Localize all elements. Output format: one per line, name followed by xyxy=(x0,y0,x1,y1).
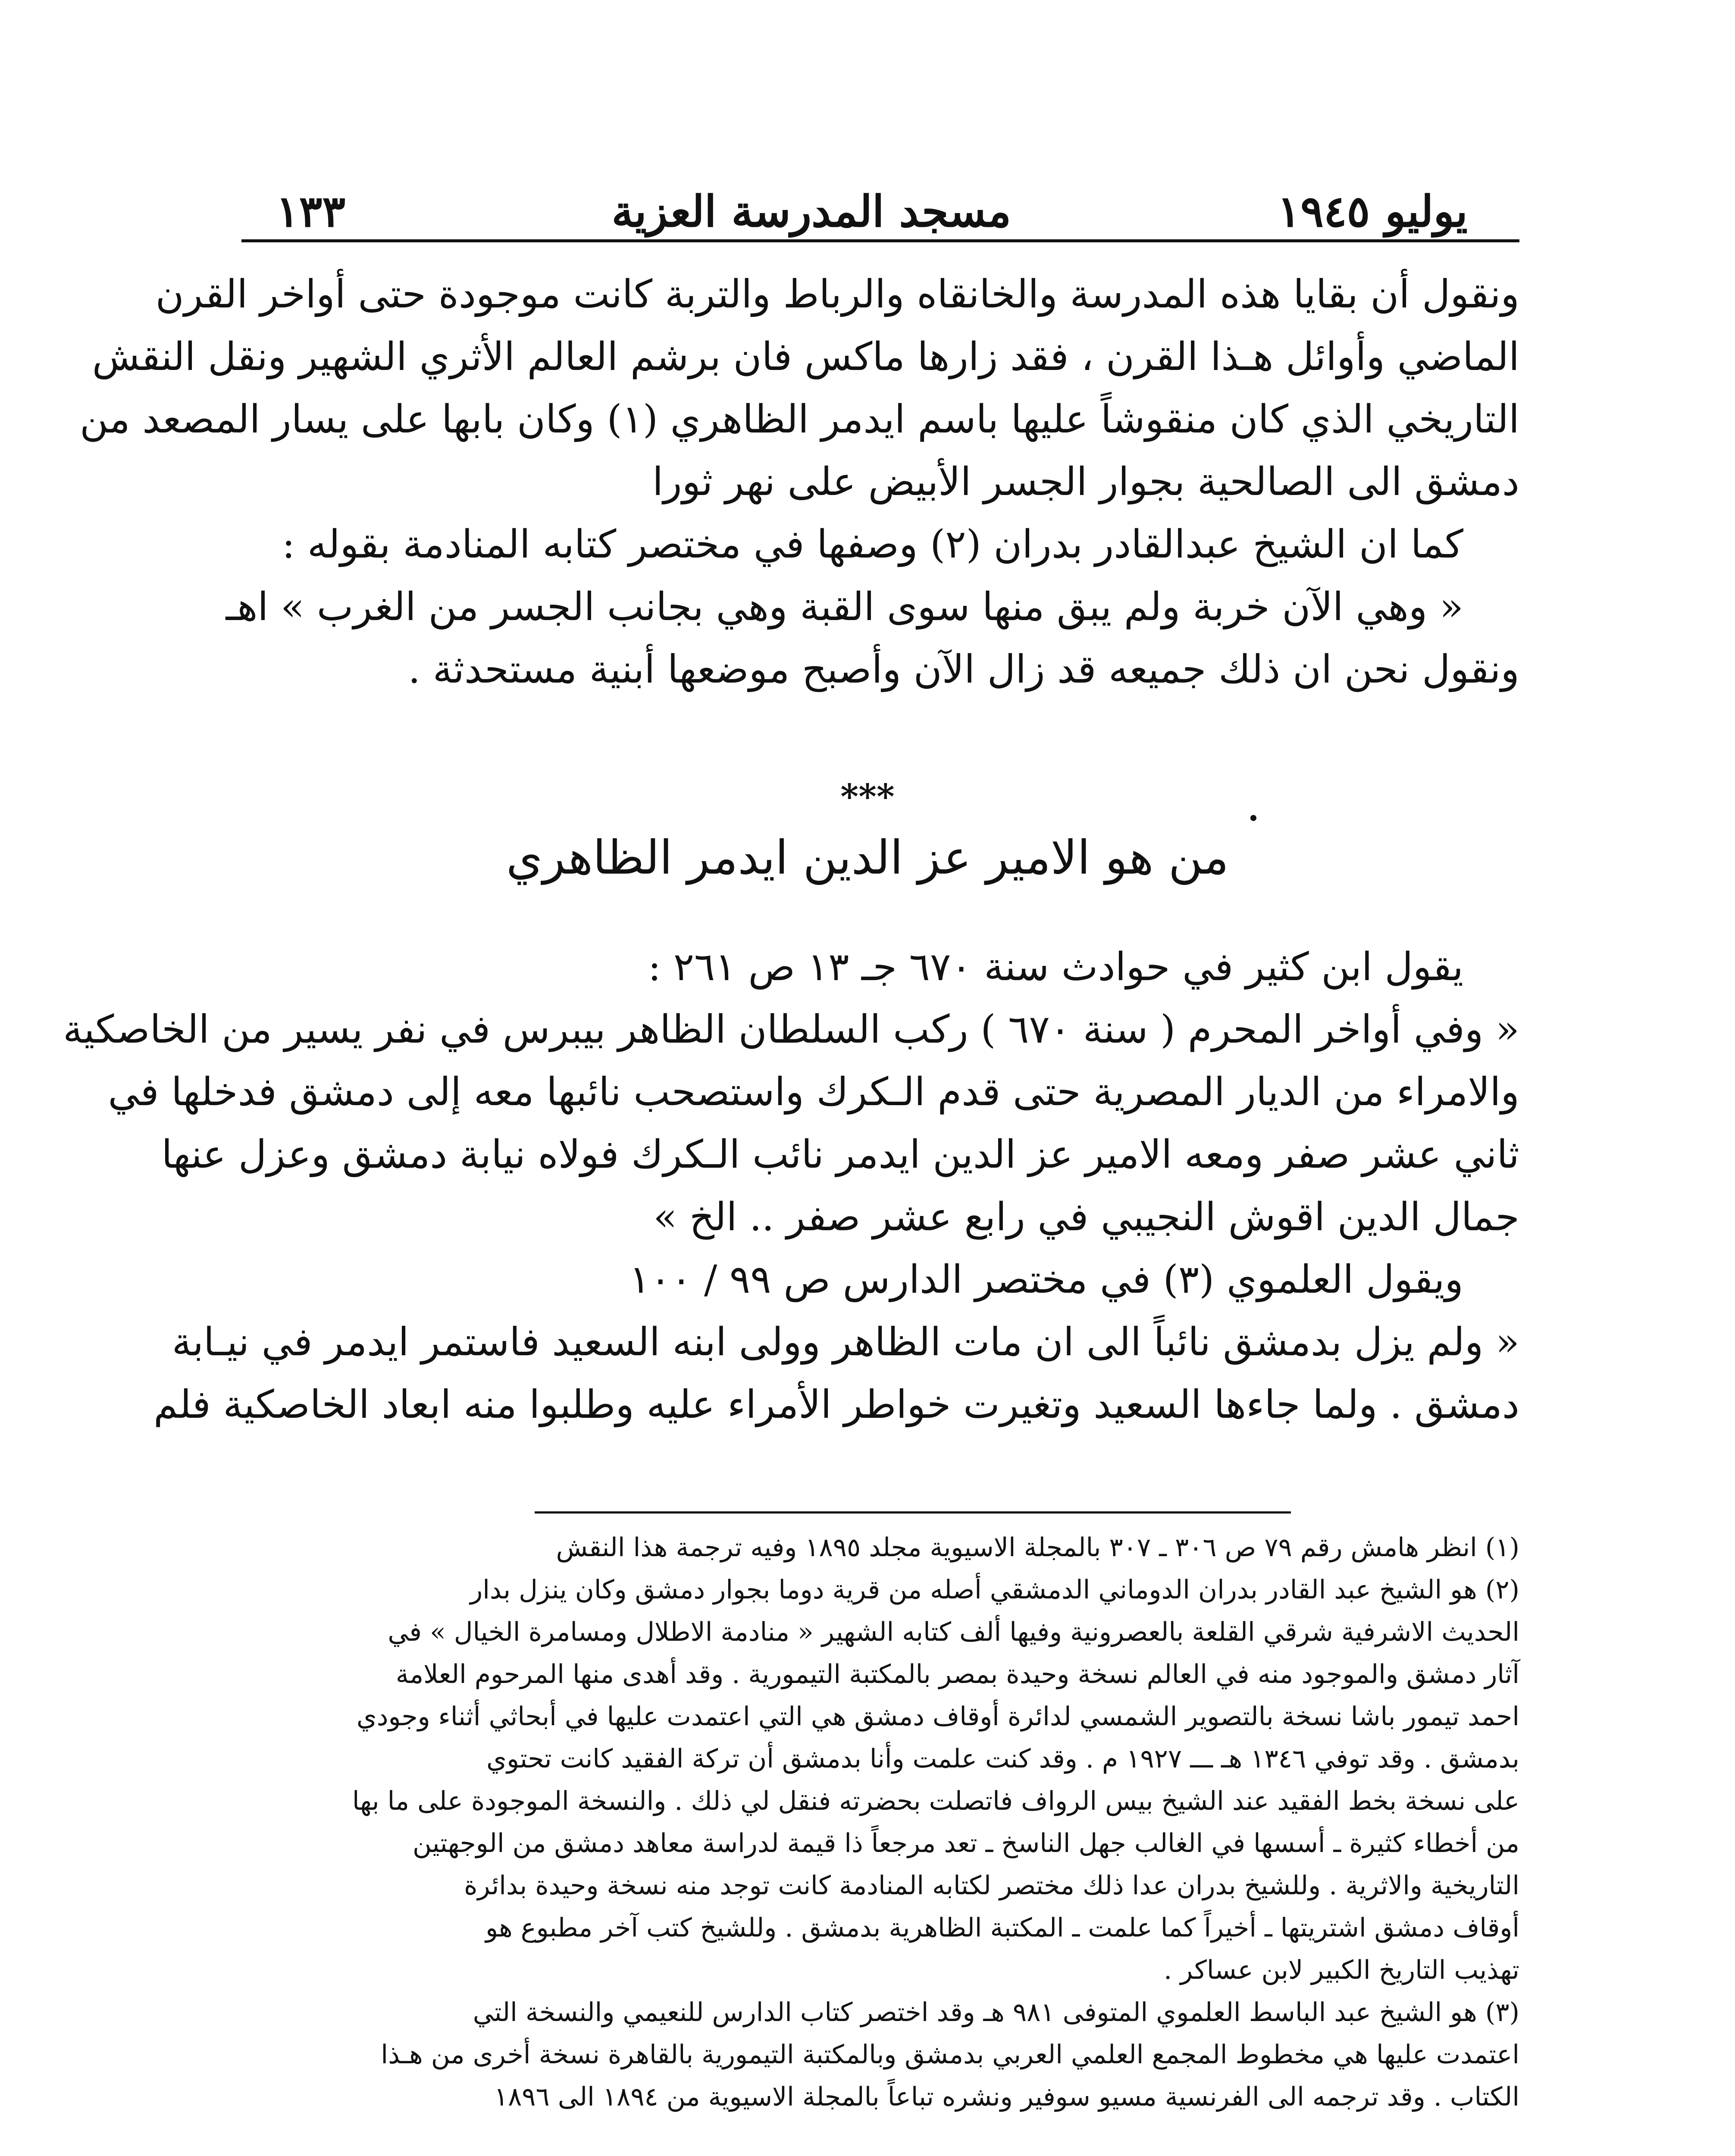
footnote-line: (١) انظر هامش رقم ٧٩ ص ٣٠٦ ـ ٣٠٧ بالمجلة الاسيوية مجلد ١٨٩٥ وفيه ترجمة هذا النقش xyxy=(556,1532,1519,1563)
text-line: ويقول العلموي (٣) في مختصر الدارس ص ٩٩ / ١٠٠ xyxy=(629,1257,1463,1302)
footnote-line: (٣) هو الشيخ عبد الباسط العلموي المتوفى ٩٨١ هـ وقد اختصر كتاب الدارس للنعيمي والنسخة التي xyxy=(473,1997,1519,2028)
section-separator: *** xyxy=(840,776,895,817)
quote-line: والامراء من الديار المصرية حتى قدم الـكرك واستصحب نائبها معه إلى دمشق فدخلها في xyxy=(108,1069,1519,1115)
scan-speck xyxy=(1250,815,1256,821)
section-2-text xyxy=(63,936,1519,1436)
header-date: يوليو ١٩٤٥ xyxy=(1277,186,1468,237)
text-line: ونقول أن بقايا هذه المدرسة والخانقاه والرباط والتربة كانت موجودة حتى أواخر القرن xyxy=(155,272,1519,317)
footnote-line: التاريخية والاثرية . وللشيخ بدران عدا ذلك مختصر لكتابه المنادمة كانت توجد منه نسخة وحيدة بدائرة xyxy=(464,1871,1519,1901)
quote-line: « وهي الآن خربة ولم يبق منها سوى القبة وهي بجانب الجسر من الغرب » اهـ xyxy=(225,584,1463,630)
footnotes xyxy=(250,1526,1519,2118)
footnote-line: الكتاب . وقد ترجمه الى الفرنسية مسيو سوفير ونشره تباعاً بالمجلة الاسيوية من ١٨٩٤ الى ١٨٩٦ xyxy=(494,2082,1519,2112)
header-title: مسجد المدرسة العزية xyxy=(611,186,1012,237)
page-header xyxy=(276,147,1468,237)
footnote-line: الحديث الاشرفية شرقي القلعة بالعصرونية وفيها ألف كتابه الشهير « منادمة الاطلال ومسامرة الخيال » في xyxy=(388,1617,1519,1647)
footnote-line: على نسخة بخط الفقيد عند الشيخ بيس الرواف فاتصلت بحضرته فنقل لي ذلك . والنسخة الموجودة على ما بها xyxy=(352,1786,1519,1816)
text-line: ونقول نحن ان ذلك جميعه قد زال الآن وأصبح موضعها أبنية مستحدثة . xyxy=(408,647,1519,692)
page-number: ١٣٣ xyxy=(276,186,346,237)
footnote-line: من أخطاء كثيرة ـ أسسها في الغالب جهل الناسخ ـ تعد مرجعاً ذا قيمة لدراسة معاهد دمشق من الوجهتين xyxy=(413,1828,1519,1858)
quote-line: ثاني عشر صفر ومعه الامير عز الدين ايدمر نائب الـكرك فولاه نيابة دمشق وعزل عنها xyxy=(161,1132,1519,1177)
text-line: التاريخي الذي كان منقوشاً عليها باسم ايدمر الظاهري (١) وكان بابها على يسار المصعد من xyxy=(79,397,1519,442)
footnote-rule xyxy=(535,1511,1291,1514)
quote-line: دمشق . ولما جاءها السعيد وتغيرت خواطر الأمراء عليه وطلبوا منه ابعاد الخاصكية فلم xyxy=(153,1382,1519,1427)
footnote-line: أوقاف دمشق اشتريتها ـ أخيراً كما علمت ـ المكتبة الظاهرية بدمشق . وللشيخ كتب آخر مطبوع هو xyxy=(485,1913,1519,1943)
footnote-line: تهذيب التاريخ الكبير لابن عساكر . xyxy=(1164,1955,1519,1985)
footnote-line: بدمشق . وقد توفي ١٣٤٦ هـ ـــ ١٩٢٧ م . وقد كنت علمت وأنا بدمشق أن تركة الفقيد كانت تحتوي xyxy=(486,1744,1519,1774)
text-line: كما ان الشيخ عبدالقادر بدران (٢) وصفها في مختصر كتابه المنادمة بقوله : xyxy=(282,522,1463,567)
section-heading: من هو الامير عز الدين ايدمر الظاهري xyxy=(506,831,1229,885)
quote-line: « وفي أواخر المحرم ( سنة ٦٧٠ ) ركب السلطان الظاهر بيبرس في نفر يسير من الخاصكية xyxy=(63,1007,1519,1052)
text-line: الماضي وأوائل هـذا القرن ، فقد زارها ماكس فان برشم العالم الأثري الشهير ونقل النقش xyxy=(92,334,1519,379)
footnote-line: (٢) هو الشيخ عبد القادر بدران الدوماني الدمشقي أصله من قرية دوما بجوار دمشق وكان ينزل بدار xyxy=(470,1575,1519,1605)
quote-line: « ولم يزل بدمشق نائباً الى ان مات الظاهر وولى ابنه السعيد فاستمر ايدمر في نيـابة xyxy=(172,1319,1519,1365)
header-rule xyxy=(241,239,1519,242)
text-line: دمشق الى الصالحية بجوار الجسر الأبيض على نهر ثورا xyxy=(652,459,1519,505)
footnote-line: اعتمدت عليها هي مخطوط المجمع العلمي العربي بدمشق وبالمكتبة التيمورية بالقاهرة نسخة أخرى من هـذا xyxy=(381,2040,1519,2070)
footnote-line: آثار دمشق والموجود منه في العالم نسخة وحيدة بمصر بالمكتبة التيمورية . وقد أهدى منها المرحوم العلامة xyxy=(395,1659,1519,1689)
text-line: يقول ابن كثير في حوادث سنة ٦٧٠ جـ ١٣ ص ٢٦١ : xyxy=(648,944,1463,990)
section-1-text xyxy=(79,263,1519,701)
footnote-line: احمد تيمور باشا نسخة بالتصوير الشمسي لدائرة أوقاف دمشق هي التي اعتمدت عليها في أبحاثي أثناء وجودي xyxy=(356,1702,1519,1732)
quote-line: جمال الدين اقوش النجيبي في رابع عشر صفر .. الخ » xyxy=(653,1194,1519,1240)
